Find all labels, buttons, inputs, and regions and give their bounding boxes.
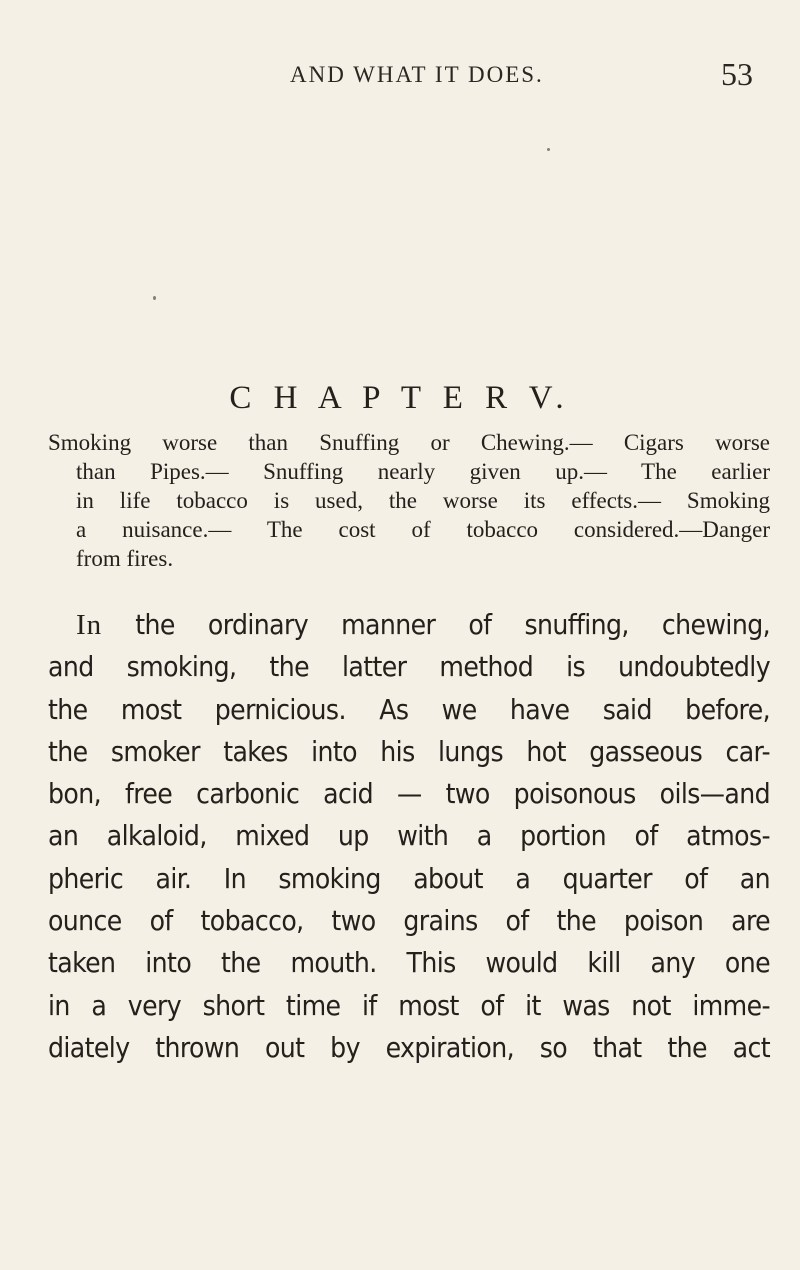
body-line: an alkaloid, mixed up with a portion of atmos- [48,819,770,853]
paper-speck [547,148,550,151]
body-line: pheric air. In smoking about a quarter of an [48,861,770,895]
body-line: bon, free carbonic acid — two poisonous oils—and [48,777,770,811]
running-head: AND WHAT IT DOES. [290,62,544,87]
synopsis-line: a nuisance.— The cost of tobacco considered.—Danger [76,517,770,542]
synopsis-line: from fires. [76,546,174,571]
body-line: in a very short time if most of it was not imme- [48,988,770,1022]
body-line [48,604,770,646]
body-line: the most pernicious. As we have said before, [48,692,770,726]
page-number: 53 [721,56,753,92]
body-line: taken into the mouth. This would kill any one [48,946,770,980]
synopsis-line: in life tobacco is used, the worse its effects.— Smoking [76,488,770,513]
lead-word: In [76,609,103,641]
first-line-text: the ordinary manner of snuffing, chewing, [135,608,770,641]
body-line: the smoker takes into his lungs hot gasseous car- [48,734,770,768]
body-paragraph [48,604,770,1069]
synopsis-line: than Pipes.— Snuffing nearly given up.— The earlier [76,459,770,484]
body-line: diately thrown out by expiration, so that the act [48,1030,770,1064]
paper-speck [153,296,156,300]
body-line: ounce of tobacco, two grains of the poison are [48,904,770,938]
body-line: and smoking, the latter method is undoubtedly [48,650,770,684]
chapter-title: C H A P T E R V. [229,380,571,416]
synopsis-line: Smoking worse than Snuffing or Chewing.— Cigars worse [48,430,770,455]
chapter-synopsis [48,428,770,573]
